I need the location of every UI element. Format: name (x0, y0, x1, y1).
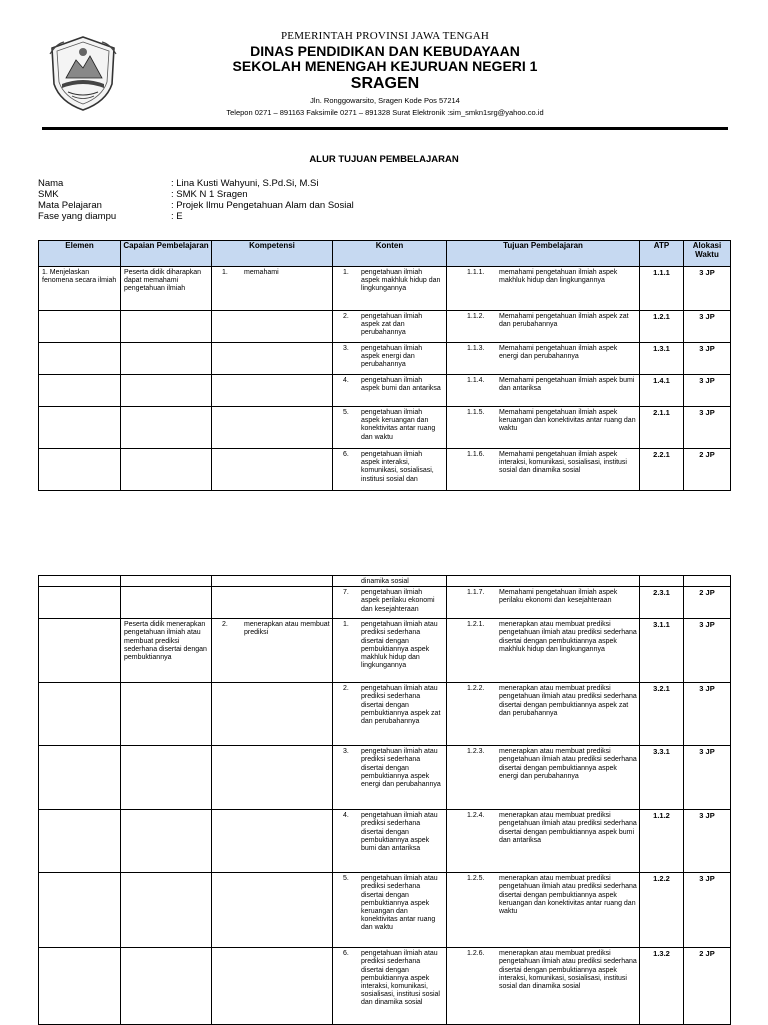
info-label: Fase yang diampu (38, 211, 117, 222)
elemen-cell (39, 587, 120, 589)
tujuan-number: 1.1.7. (467, 589, 485, 597)
atp-code: 2.2.1 (653, 450, 670, 459)
capaian-cell (121, 576, 211, 578)
atp-code: 2.1.1 (653, 408, 670, 417)
header-capaian: Capaian Pembelajaran (121, 241, 212, 267)
konten-text: pengetahuan ilmiah aspek interaksi, komunikasi, sosialisasi, institusi sosial dan (361, 451, 434, 483)
table-row (39, 810, 731, 873)
atp-code: 1.4.1 (653, 376, 670, 385)
tujuan-text: menerapkan atau membuat prediksi pengetahuan ilmiah atau prediksi sederhana disertai dengan pembuktiannya aspek keruangan dan konektivitas antar ruang dan waktu (499, 875, 637, 916)
elemen-cell (39, 375, 120, 377)
alokasi-waktu: 3 JP (699, 811, 715, 821)
elemen-cell (39, 576, 120, 578)
table-row (39, 375, 731, 407)
tujuan-number: 1.1.1. (467, 269, 485, 276)
konten-text: pengetahuan ilmiah aspek makhluk hidup dan lingkungannya (361, 269, 441, 293)
alokasi-waktu: 2 JP (699, 588, 715, 598)
alokasi-waktu: 3 JP (699, 268, 715, 277)
tujuan-number: 1.2.5. (467, 875, 485, 883)
elemen-cell: 1. Menjelaskan fenomena secara ilmiah (42, 269, 117, 285)
table-row (39, 746, 731, 810)
elemen-cell (39, 873, 120, 875)
alokasi-waktu: 3 JP (699, 312, 715, 321)
atp-code (640, 576, 683, 578)
table-row (39, 311, 731, 343)
info-value: : Projek Ilmu Pengetahuan Alam dan Sosial (171, 200, 354, 211)
alokasi-waktu: 3 JP (699, 620, 715, 630)
tujuan-text: Memahami pengetahuan ilmiah aspek interaksi, komunikasi, sosialisasi, institusi sosial dan dinamika sosial (499, 451, 627, 475)
info-value: : SMK N 1 Sragen (171, 189, 248, 200)
atp-code: 1.3.2 (653, 949, 670, 959)
tujuan-text: menerapkan atau membuat prediksi pengetahuan ilmiah atau prediksi sederhana disertai dengan pembuktiannya aspek makhluk hidup dan lingkungannya (499, 621, 637, 653)
alokasi-waktu (684, 576, 730, 578)
page-gap (0, 532, 768, 576)
capaian-cell (121, 407, 211, 409)
konten-number: 1. (343, 269, 349, 276)
capaian-cell: Peserta didik diharapkan dapat memahami pengetahuan ilmiah (124, 269, 202, 293)
tujuan-number: 1.1.6. (467, 451, 485, 458)
kompetensi-number: 1. (222, 269, 228, 276)
info-label: Nama (38, 178, 64, 189)
capaian-cell (121, 449, 211, 451)
header-kompetensi: Kompetensi (212, 241, 333, 267)
konten-text: pengetahuan ilmiah aspek zat dan perubahannya (361, 313, 423, 337)
tujuan-number: 1.2.4. (467, 812, 485, 820)
konten-number: 4. (343, 812, 349, 820)
konten-text: pengetahuan ilmiah atau prediksi sederhana disertai dengan pembuktiannya aspek energi dan perubahannya (361, 748, 441, 789)
kompetensi-number: 2. (222, 621, 228, 629)
tujuan-text: Memahami pengetahuan ilmiah aspek energi dan perubahannya (499, 345, 618, 361)
alokasi-waktu: 3 JP (699, 874, 715, 884)
atp-code: 1.1.2 (653, 811, 670, 821)
tujuan-number: 1.1.3. (467, 345, 485, 352)
elemen-cell (39, 407, 120, 409)
tujuan-number: 1.1.5. (467, 409, 485, 416)
letterhead-line-2: DINAS PENDIDIKAN DAN KEBUDAYAAN (250, 43, 520, 59)
header-alokasi: Alokasi Waktu (684, 241, 731, 267)
table-row (39, 343, 731, 375)
atp-code: 1.3.1 (653, 344, 670, 353)
konten-text: pengetahuan ilmiah atau prediksi sederhana disertai dengan pembuktiannya aspek bumi dan antariksa (361, 812, 438, 853)
konten-number: 1. (343, 621, 349, 629)
capaian-cell: Peserta didik menerapkan pengetahuan ilmiah atau membuat prediksi sederhana disertai dengan pembuktiannya (124, 621, 207, 662)
konten-number: 3. (343, 345, 349, 352)
tujuan-number: 1.1.4. (467, 377, 485, 384)
elemen-cell (39, 810, 120, 812)
header-konten: Konten (333, 241, 447, 267)
tujuan-text: menerapkan atau membuat prediksi pengetahuan ilmiah atau prediksi sederhana disertai dengan pembuktiannya aspek bumi dan antariksa (499, 812, 637, 844)
jawa-tengah-crest-logo (46, 34, 120, 112)
tujuan-number: 1.2.2. (467, 685, 485, 693)
letterhead-line-3: SEKOLAH MENENGAH KEJURUAN NEGERI 1 (232, 58, 538, 74)
document-title: ALUR TUJUAN PEMBELAJARAN (309, 154, 459, 165)
capaian-cell (121, 746, 211, 748)
atp-code: 1.2.2 (653, 874, 670, 884)
capaian-cell (121, 311, 211, 313)
elemen-cell (39, 619, 120, 621)
konten-number: 6. (343, 451, 349, 458)
info-label: SMK (38, 189, 59, 200)
tujuan-number: 1.2.3. (467, 748, 485, 756)
table-row (39, 587, 731, 619)
elemen-cell (39, 746, 120, 748)
tujuan-text: menerapkan atau membuat prediksi pengetahuan ilmiah atau prediksi sederhana disertai dengan pembuktiannya aspek interaksi, komunikasi, sosialisasi, institusi sosial dan dinamika sosial (499, 950, 637, 991)
alokasi-waktu: 2 JP (699, 949, 715, 959)
konten-text: pengetahuan ilmiah aspek bumi dan antariksa (361, 377, 441, 393)
tujuan-text: Memahami pengetahuan ilmiah aspek perilaku ekonomi dan kesejahteraan (499, 589, 618, 605)
konten-text: pengetahuan ilmiah atau prediksi sederhana disertai dengan pembuktiannya aspek keruangan dan konektivitas antar ruang dan waktu (361, 875, 438, 932)
atp-code: 2.3.1 (653, 588, 670, 598)
atp-code: 3.2.1 (653, 684, 670, 694)
tujuan-text: memahami pengetahuan ilmiah aspek makhluk hidup dan lingkungannya (499, 269, 618, 285)
atp-table-page-2 (38, 575, 731, 1025)
tujuan-number: 1.1.2. (467, 313, 485, 320)
capaian-cell (121, 873, 211, 875)
table-row (39, 576, 731, 587)
letterhead-contact: Telepon 0271 – 891163 Faksimile 0271 – 891328 Surat Elektronik :sim_smkn1srg@yahoo.co.id (226, 108, 544, 117)
atp-code: 1.2.1 (653, 312, 670, 321)
atp-table-page-1 (38, 240, 731, 491)
konten-text: pengetahuan ilmiah aspek perilaku ekonomi dan kesejahteraan (361, 589, 435, 613)
atp-code: 1.1.1 (653, 268, 670, 277)
table-row (39, 873, 731, 948)
letterhead-line-1: PEMERINTAH PROVINSI JAWA TENGAH (280, 30, 490, 42)
table-row (39, 948, 731, 1025)
konten-number: 2. (343, 313, 349, 320)
elemen-cell (39, 343, 120, 345)
konten-text: pengetahuan ilmiah atau prediksi sederhana disertai dengan pembuktiannya aspek zat dan perubahannya (361, 685, 441, 726)
alokasi-waktu: 3 JP (699, 684, 715, 694)
capaian-cell (121, 375, 211, 377)
elemen-cell (39, 683, 120, 685)
elemen-cell (39, 449, 120, 451)
alokasi-waktu: 3 JP (699, 747, 715, 757)
tujuan-number: 1.2.1. (467, 621, 485, 629)
konten-text: pengetahuan ilmiah atau prediksi sederhana disertai dengan pembuktiannya aspek makhluk hidup dan lingkungannya (361, 621, 438, 670)
tujuan-text: Memahami pengetahuan ilmiah aspek zat dan perubahannya (499, 313, 629, 329)
elemen-cell (39, 311, 120, 313)
kompetensi-text: menerapkan atau membuat prediksi (244, 621, 330, 637)
konten-number: 4. (343, 377, 349, 384)
konten-number (343, 578, 361, 586)
konten-number: 2. (343, 685, 349, 693)
table-row (39, 683, 731, 746)
table-row (39, 449, 731, 491)
table-row (39, 267, 731, 311)
tujuan-text: Memahami pengetahuan ilmiah aspek keruangan dan konektivitas antar ruang dan waktu (499, 409, 636, 433)
atp-code: 3.3.1 (653, 747, 670, 757)
alokasi-waktu: 3 JP (699, 344, 715, 353)
konten-text: dinamika sosial (361, 578, 409, 585)
tujuan-number: 1.2.6. (467, 950, 485, 958)
letterhead-school-city: SRAGEN (350, 75, 420, 92)
table-row (39, 619, 731, 683)
capaian-cell (121, 683, 211, 685)
konten-text: pengetahuan ilmiah atau prediksi sederhana disertai dengan pembuktiannya aspek interaksi, komunikasi, sosialisasi, institusi sosial dan dinamika sosial (361, 950, 440, 1007)
konten-number: 5. (343, 875, 349, 883)
tujuan-text: menerapkan atau membuat prediksi pengetahuan ilmiah atau prediksi sederhana disertai dengan pembuktiannya aspek zat dan perubahannya (499, 685, 637, 717)
konten-number: 6. (343, 950, 349, 958)
tujuan-text: menerapkan atau membuat prediksi pengetahuan ilmiah atau prediksi sederhana disertai dengan pembuktiannya aspek energi dan perubahannya (499, 748, 637, 780)
header-elemen: Elemen (39, 241, 121, 267)
alokasi-waktu: 3 JP (699, 408, 715, 417)
header-tujuan: Tujuan Pembelajaran (447, 241, 640, 267)
capaian-cell (121, 948, 211, 950)
atp-code: 3.1.1 (653, 620, 670, 630)
letterhead-divider (42, 127, 728, 130)
capaian-cell (121, 587, 211, 589)
header-atp: ATP (640, 241, 684, 267)
alokasi-waktu: 3 JP (699, 376, 715, 385)
alokasi-waktu: 2 JP (699, 450, 715, 459)
capaian-cell (121, 810, 211, 812)
info-value: : E (171, 211, 183, 222)
kompetensi-text: memahami (244, 269, 279, 276)
elemen-cell (39, 948, 120, 950)
konten-text: pengetahuan ilmiah aspek energi dan perubahannya (361, 345, 423, 369)
konten-number: 7. (343, 589, 349, 597)
tujuan-text: Memahami pengetahuan ilmiah aspek bumi dan antariksa (499, 377, 635, 393)
konten-number: 3. (343, 748, 349, 756)
letterhead-address: Jln. Ronggowarsito, Sragen Kode Pos 57214 (310, 96, 460, 105)
table-row (39, 407, 731, 449)
info-value: : Lina Kusti Wahyuni, S.Pd.Si, M.Si (171, 178, 319, 189)
capaian-cell (121, 343, 211, 345)
info-label: Mata Pelajaran (38, 200, 102, 211)
konten-text: pengetahuan ilmiah aspek keruangan dan konektivitas antar ruang dan waktu (361, 409, 436, 441)
konten-number: 5. (343, 409, 349, 416)
